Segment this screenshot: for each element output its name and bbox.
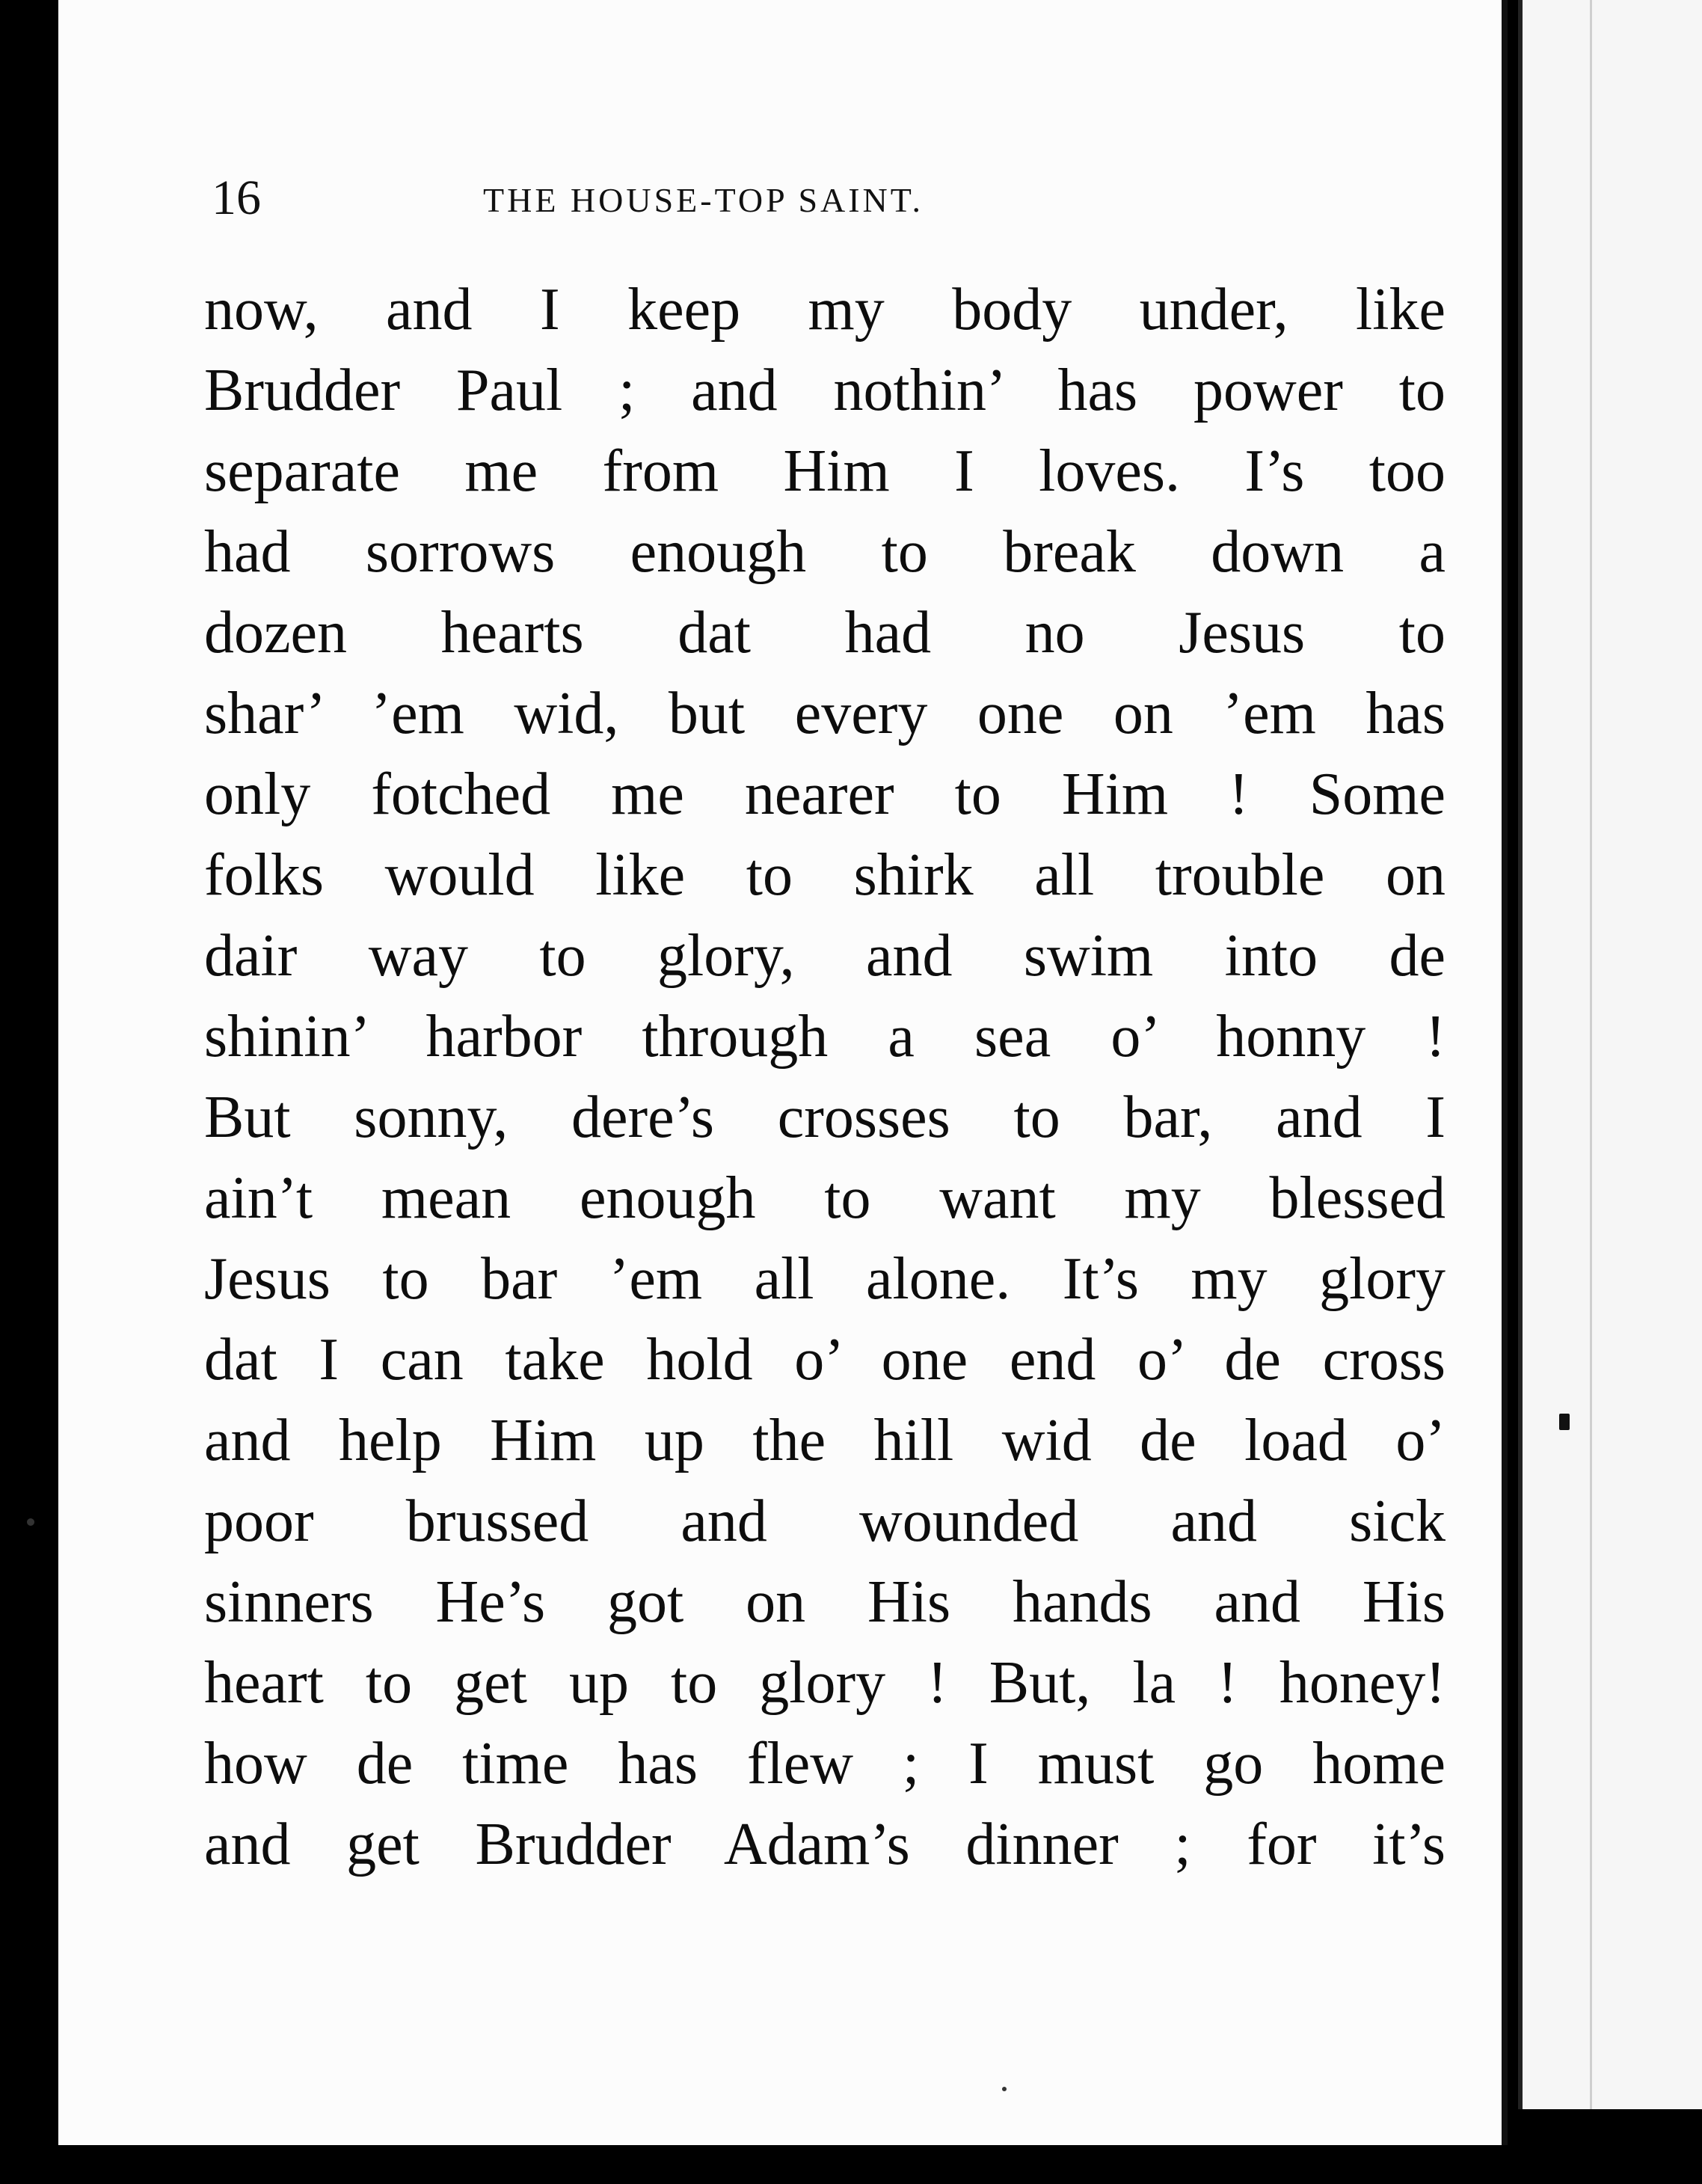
text-line: Brudder Paul ; and nothin’ has power to xyxy=(204,358,1446,423)
book-page xyxy=(58,0,1508,2145)
scan-speck xyxy=(1559,1414,1570,1430)
page-fold-line xyxy=(1590,0,1592,2109)
text-line: sinners He’s got on His hands and His xyxy=(204,1569,1446,1635)
text-line: separate me from Him I loves. I’s too xyxy=(204,438,1446,504)
text-line: But sonny, dere’s crosses to bar, and I xyxy=(204,1085,1446,1150)
text-line: dozen hearts dat had no Jesus to xyxy=(204,600,1446,666)
text-line: shar’ ’em wid, but every one on ’em has xyxy=(204,681,1446,746)
text-line: had sorrows enough to break down a xyxy=(204,519,1446,585)
body-text xyxy=(204,269,1446,1885)
text-line: folks would like to shirk all trouble on xyxy=(204,842,1446,908)
text-line: heart to get up to glory ! But, la ! honey! xyxy=(204,1650,1446,1716)
scan-speck xyxy=(1002,2087,1007,2091)
text-line: only fotched me nearer to Him ! Some xyxy=(204,761,1446,827)
text-line: dair way to glory, and swim into de xyxy=(204,923,1446,989)
scan-speck xyxy=(27,1518,34,1526)
text-line: and help Him up the hill wid de load o’ xyxy=(204,1408,1446,1473)
text-line: now, and I keep my body under, like xyxy=(204,277,1446,343)
text-line: dat I can take hold o’ one end o’ de cross xyxy=(204,1327,1446,1393)
text-line: and get Brudder Adam’s dinner ; for it’s xyxy=(204,1812,1446,1877)
text-line: shinin’ harbor through a sea o’ honny ! xyxy=(204,1004,1446,1070)
text-line: Jesus to bar ’em all alone. It’s my glory xyxy=(204,1246,1446,1312)
text-line: poor brussed and wounded and sick xyxy=(204,1488,1446,1554)
text-line: ain’t mean enough to want my blessed xyxy=(204,1165,1446,1231)
adjacent-page-edge xyxy=(1518,0,1702,2109)
page-number: 16 xyxy=(212,171,261,225)
text-line: how de time has flew ; I must go home xyxy=(204,1731,1446,1797)
running-head xyxy=(212,165,1109,232)
running-head-title: THE HOUSE-TOP SAINT. xyxy=(483,181,924,219)
